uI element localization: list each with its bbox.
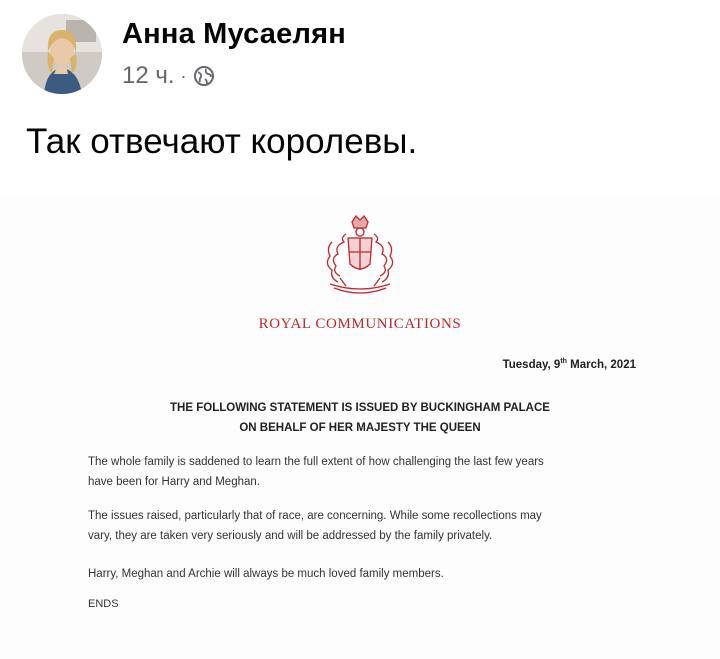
author-name[interactable]: Анна Мусаелян [122,18,346,50]
paragraph-3: Harry, Meghan and Archie will always be much loved family members. [88,568,444,580]
royal-coat-of-arms-icon [310,212,410,300]
post-timestamp[interactable]: 12 ч. [122,62,175,89]
ends-marker: ENDS [88,598,119,610]
paragraph-2 [88,506,636,546]
avatar-photo-icon [22,14,102,94]
royal-communications-header: ROYAL COMMUNICATIONS [258,316,462,332]
paragraph-2-line-1: The issues raised, particularly that of race, are concerning. While some recollections may [88,510,542,522]
statement-heading [0,398,720,438]
globe-icon[interactable] [193,65,215,87]
meta-separator: · [180,65,187,86]
paragraph-1-line-2: have been for Harry and Meghan. [88,476,260,488]
date-prefix: Tuesday, 9 [502,358,561,371]
statement-image[interactable] [0,198,720,659]
paragraph-1 [88,452,636,492]
statement-date [503,358,636,371]
heading-line-1: THE FOLLOWING STATEMENT IS ISSUED BY BUCKINGHAM PALACE [170,402,550,414]
date-suffix-sup: th [560,358,567,365]
paragraph-1-line-1: The whole family is saddened to learn the full extent of how challenging the last few years [88,456,544,468]
date-month-year: March, 2021 [566,358,636,371]
post-header [22,14,702,98]
post-meta [122,62,215,90]
paragraph-2-line-2: vary, they are taken very seriously and will be addressed by the family privately. [88,530,493,542]
heading-line-2: ON BEHALF OF HER MAJESTY THE QUEEN [239,422,481,434]
post-text: Так отвечают королевы. [26,122,418,161]
avatar[interactable] [22,14,102,94]
